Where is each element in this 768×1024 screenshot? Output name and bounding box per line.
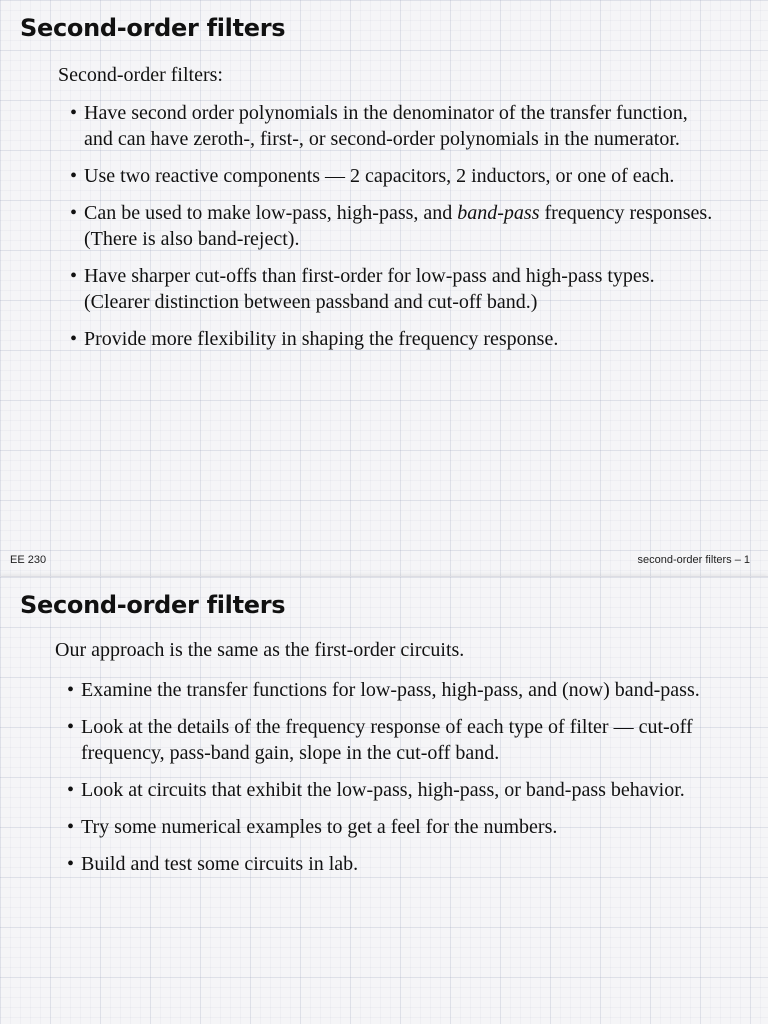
bullet-item — [67, 714, 717, 766]
bullet-text-part: frequency responses. (There is also band-reject). — [84, 202, 713, 250]
bullet-text-part: Can be used to make low-pass, high-pass, and — [84, 202, 458, 224]
bullet-item — [70, 326, 720, 352]
bullet-dot-icon: • — [70, 102, 78, 124]
bullet-item — [67, 777, 717, 803]
bullet-text-emphasis: band-pass — [457, 202, 540, 224]
bullet-text: Try some numerical examples to get a feel for the numbers. — [81, 816, 558, 838]
slide-intro: Our approach is the same as the first-order circuits. — [55, 639, 465, 661]
bullet-text: Build and test some circuits in lab. — [81, 853, 359, 875]
bullet-list — [67, 677, 717, 888]
bullet-dot-icon: • — [70, 328, 78, 350]
bullet-text: Use two reactive components — 2 capacitors, 2 inductors, or one of each. — [84, 165, 675, 187]
bullet-text: Look at the details of the frequency response of each type of filter — cut-off frequency, pass-band gain, slope in the cut-off band. — [81, 716, 693, 764]
slide-intro: Second-order filters: — [58, 64, 223, 86]
footer-page-label: second-order filters – 1 — [637, 554, 750, 566]
bullet-text: Look at circuits that exhibit the low-pass, high-pass, or band-pass behavior. — [81, 779, 685, 801]
bullet-dot-icon: • — [70, 202, 78, 224]
bullet-dot-icon: • — [67, 679, 75, 701]
bullet-item — [67, 677, 717, 703]
bullet-text: Have sharper cut-offs than first-order for low-pass and high-pass types. (Clearer distinction between passband and cut-off band.) — [84, 265, 655, 313]
bullet-item — [70, 163, 720, 189]
bullet-dot-icon: • — [70, 165, 78, 187]
bullet-list — [70, 100, 720, 363]
bullet-dot-icon: • — [67, 779, 75, 801]
bullet-dot-icon: • — [70, 265, 78, 287]
bullet-item — [67, 814, 717, 840]
bullet-item — [70, 263, 720, 315]
bullet-dot-icon: • — [67, 853, 75, 875]
slide-2 — [0, 576, 768, 1024]
bullet-item — [70, 200, 720, 252]
bullet-item — [67, 851, 717, 877]
bullet-dot-icon: • — [67, 716, 75, 738]
bullet-dot-icon: • — [67, 816, 75, 838]
slide-title: Second-order filters — [20, 14, 286, 42]
slide-title: Second-order filters — [20, 591, 286, 619]
bullet-item — [70, 100, 720, 152]
bullet-text: Examine the transfer functions for low-pass, high-pass, and (now) band-pass. — [81, 679, 700, 701]
bullet-text — [84, 202, 712, 250]
footer-course-label: EE 230 — [10, 554, 47, 566]
bullet-text: Have second order polynomials in the denominator of the transfer function, and can have zeroth-, first-, or second-order polynomials in the numerator. — [84, 102, 688, 150]
bullet-text: Provide more flexibility in shaping the frequency response. — [84, 328, 559, 350]
